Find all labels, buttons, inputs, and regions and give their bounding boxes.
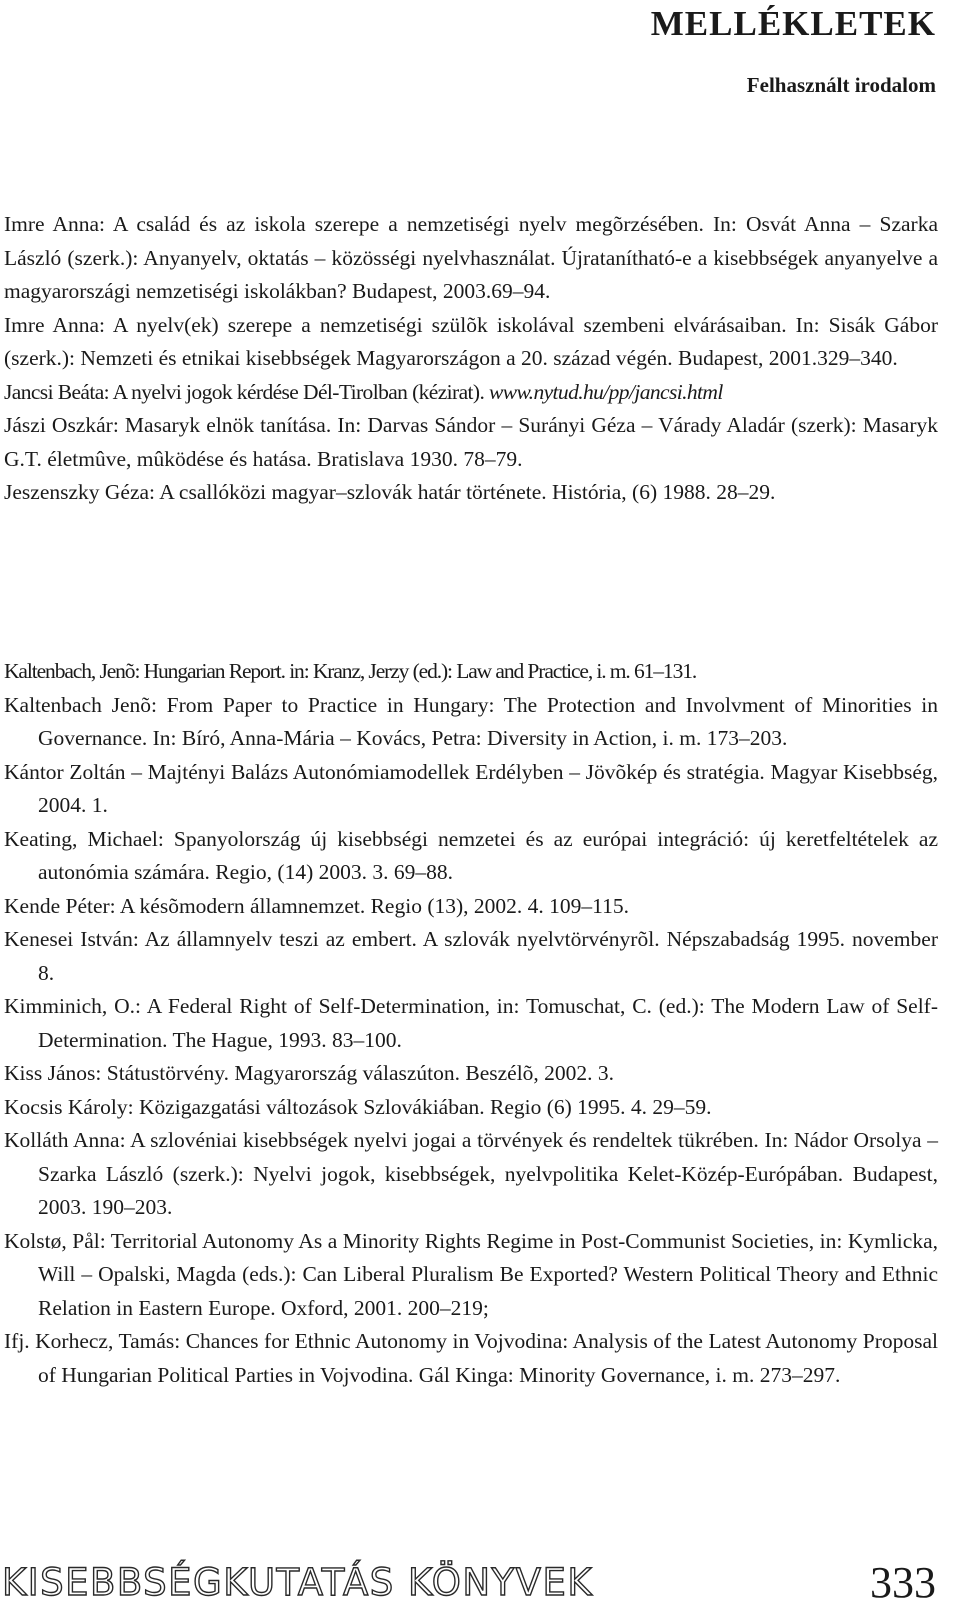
reference-entry: Jászi Oszkár: Masaryk elnök tanítása. In: Darvas Sándor – Surányi Géza – Várady Aladár (szerk): Masaryk G.T. életmûve, mûködése és hatása. Bratislava 1930. 78–79. [4,413,938,471]
bibliography-list-part1 [4,208,938,510]
reference-entry: Kaltenbach, Jenõ: Hungarian Report. in: Kranz, Jerzy (ed.): Law and Practice, i. m. 61–131. [4,659,697,683]
reference-entry: Kántor Zoltán – Majtényi Balázs Autonómiamodellek Erdélyben – Jövõkép és stratégia. Magyar Kisebbség, 2004. 1. [4,759,938,817]
reference-entry: Imre Anna: A nyelv(ek) szerepe a nemzetiségi szülõk iskolával szembeni elvárásaiban. In: Sisák Gábor (szerk.): Nemzeti és etnikai kisebbségek Magyarországon a 20. század végén. Budapest, 2001.329–340. [4,312,938,370]
reference-entry: Keating, Michael: Spanyolország új kisebbségi nemzetei és az európai integráció: új keretfeltételek az autonómia számára. Regio, (14) 2003. 3. 69–88. [4,826,938,884]
reference-entry: Kolstø, Pål: Territorial Autonomy As a Minority Rights Regime in Post-Communist Societies, in: Kymlicka, Will – Opalski, Magda (eds.): Can Liberal Pluralism Be Exported? Western Political Theory and Ethnic Relation in Eastern Europe. Oxford, 2001. 200–219; [4,1228,938,1320]
reference-url: www.nytud.hu/pp/jancsi.html [489,379,723,404]
bibliography-list-part2 [4,655,938,1392]
reference-entry: Kimminich, O.: A Federal Right of Self-Determination, in: Tomuschat, C. (ed.): The Modern Law of Self-Determination. The Hague, 1993. 83–100. [4,994,938,1052]
reference-entry: Kiss János: Státustörvény. Magyarország válaszúton. Beszélõ, 2002. 3. [4,1061,615,1085]
reference-entry [4,376,938,410]
reference-entry: Kaltenbach Jenõ: From Paper to Practice in Hungary: The Protection and Involvment of Minorities in Governance. In: Bíró, Anna-Mária – Kovács, Petra: Diversity in Action, i. m. 173–203. [4,692,938,750]
chapter-title: MELLÉKLETEK [650,4,936,43]
page-number: 333 [870,1558,936,1607]
series-title: KISEBBSÉGKUTATÁS KÖNYVEK [2,1561,594,1604]
reference-entry: Ifj. Korhecz, Tamás: Chances for Ethnic Autonomy in Vojvodina: Analysis of the Latest Autonomy Proposal of Hungarian Political Parties in Vojvodina. Gál Kinga: Minority Governance, i. m. 273–297. [4,1329,938,1387]
page-header [651,2,936,98]
reference-entry: Kende Péter: A késõmodern államnemzet. Regio (13), 2002. 4. 109–115. [4,893,629,918]
reference-entry: Jeszenszky Géza: A csallóközi magyar–szlovák határ története. História, (6) 1988. 28–29. [4,480,776,504]
section-subtitle: Felhasznált irodalom [746,73,936,97]
reference-entry: Kenesei István: Az államnyelv teszi az embert. A szlovák nyelvtörvényrõl. Népszabadság 1995. november 8. [4,927,938,985]
reference-entry: Imre Anna: A család és az iskola szerepe a nemzetiségi nyelv megõrzésében. In: Osvát Anna – Szarka László (szerk.): Anyanyelv, oktatás – közösségi nyelvhasználat. Újratanítható-e a kisebbségek anyanyelve a magyarországi nemzetiségi iskolákban? Budapest, 2003.69–94. [4,212,938,303]
reference-entry: Kolláth Anna: A szlovéniai kisebbségek nyelvi jogai a törvények és rendeltek tükrében. In: Nádor Orsolya – Szarka László (szerk.): Nyelvi jogok, kisebbségek, nyelvpolitika Kelet-Közép-Európában. Budapest, 2003. 190–203. [4,1128,938,1219]
reference-text: Jancsi Beáta: A nyelvi jogok kérdése Dél-Tirolban (kézirat). [4,379,490,404]
reference-entry: Kocsis Károly: Közigazgatási változások Szlovákiában. Regio (6) 1995. 4. 29–59. [4,1094,712,1119]
